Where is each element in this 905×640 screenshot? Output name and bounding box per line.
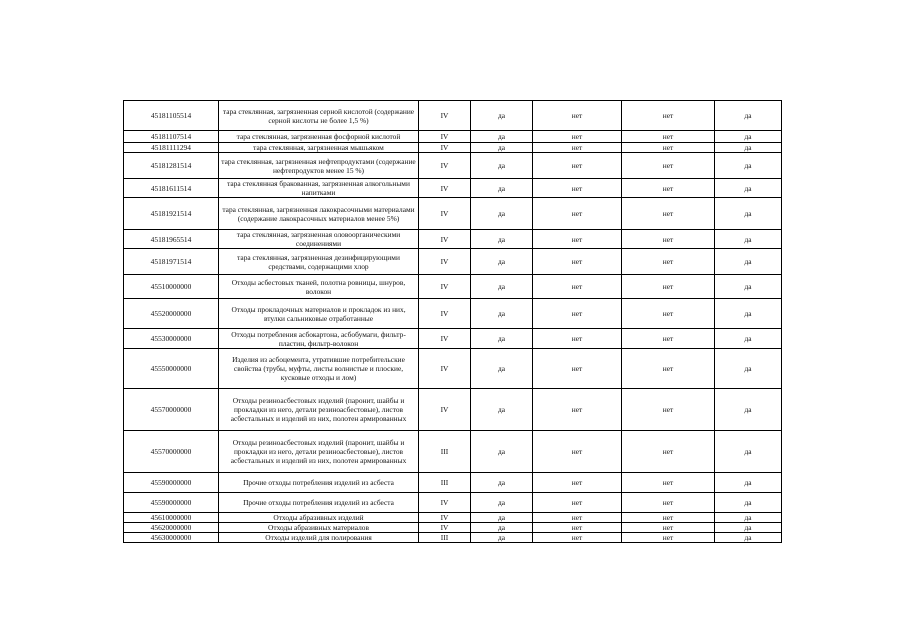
waste-name-cell: Прочие отходы потребления изделий из асбеста [219,493,419,513]
waste-code-cell: 45510000000 [124,275,219,299]
yes-no-cell-4: да [715,198,782,230]
yes-no-cell-3: нет [622,389,715,431]
yes-no-cell-4: да [715,523,782,533]
yes-no-cell-1: да [471,275,533,299]
yes-no-cell-1: да [471,153,533,179]
waste-code-cell: 45181111294 [124,143,219,153]
waste-code-cell: 45520000000 [124,299,219,329]
yes-no-cell-4: да [715,329,782,349]
yes-no-cell-4: да [715,230,782,249]
yes-no-cell-4: да [715,431,782,473]
yes-no-cell-3: нет [622,493,715,513]
yes-no-cell-4: да [715,513,782,523]
yes-no-cell-3: нет [622,198,715,230]
yes-no-cell-2: нет [533,179,622,198]
yes-no-cell-2: нет [533,493,622,513]
yes-no-cell-1: да [471,230,533,249]
yes-no-cell-4: да [715,153,782,179]
waste-code-cell: 45530000000 [124,329,219,349]
yes-no-cell-4: да [715,493,782,513]
yes-no-cell-3: нет [622,533,715,543]
hazard-class-cell: IV [419,275,471,299]
yes-no-cell-3: нет [622,349,715,389]
yes-no-cell-1: да [471,131,533,143]
yes-no-cell-4: да [715,101,782,131]
waste-name-cell: Отходы резиноасбестовых изделий (паронит, шайбы и прокладки из него, детали резиноасбестовые), листов асбестальных и изделий из них, полотен армированных [219,431,419,473]
waste-code-cell: 45590000000 [124,493,219,513]
yes-no-cell-1: да [471,101,533,131]
yes-no-cell-2: нет [533,198,622,230]
waste-code-cell: 45181281514 [124,153,219,179]
yes-no-cell-1: да [471,513,533,523]
hazard-class-cell: III [419,473,471,493]
yes-no-cell-2: нет [533,533,622,543]
waste-code-cell: 45590000000 [124,473,219,493]
table-row [124,179,782,198]
yes-no-cell-1: да [471,249,533,275]
hazard-class-cell: IV [419,349,471,389]
yes-no-cell-3: нет [622,329,715,349]
yes-no-cell-3: нет [622,299,715,329]
table-row [124,513,782,523]
table-row [124,523,782,533]
waste-name-cell: Отходы прокладочных материалов и прокладок из них, втулки сальниковые отработанные [219,299,419,329]
table-row [124,198,782,230]
hazard-class-cell: IV [419,143,471,153]
yes-no-cell-4: да [715,389,782,431]
waste-name-cell: тара стеклянная, загрязненная серной кислотой (содержание серной кислоты не более 1,5 %) [219,101,419,131]
waste-name-cell: тара стеклянная, загрязненная оловоорганическими соединениями [219,230,419,249]
yes-no-cell-4: да [715,179,782,198]
yes-no-cell-3: нет [622,523,715,533]
table-body [124,101,782,543]
hazard-class-cell: III [419,431,471,473]
table-row [124,230,782,249]
waste-name-cell: тара стеклянная, загрязненная лакокрасочными материалами (содержание лакокрасочных материалов менее 5%) [219,198,419,230]
waste-classification-table [123,100,782,543]
yes-no-cell-3: нет [622,275,715,299]
waste-name-cell: Отходы потребления асбокартона, асбобумаги, фильтр-пластин, фильтр-волокон [219,329,419,349]
hazard-class-cell: IV [419,230,471,249]
waste-name-cell: тара стеклянная, загрязненная фосфорной кислотой [219,131,419,143]
yes-no-cell-1: да [471,198,533,230]
yes-no-cell-1: да [471,179,533,198]
table-row [124,299,782,329]
hazard-class-cell: IV [419,153,471,179]
table-row [124,143,782,153]
waste-name-cell: Отходы изделий для полирования [219,533,419,543]
table-row [124,349,782,389]
yes-no-cell-2: нет [533,101,622,131]
yes-no-cell-4: да [715,249,782,275]
hazard-class-cell: IV [419,198,471,230]
yes-no-cell-1: да [471,389,533,431]
waste-name-cell: тара стеклянная, загрязненная нефтепродуктами (содержание нефтепродуктов менее 15 %) [219,153,419,179]
yes-no-cell-4: да [715,299,782,329]
waste-code-cell: 45620000000 [124,523,219,533]
yes-no-cell-2: нет [533,523,622,533]
hazard-class-cell: IV [419,513,471,523]
hazard-class-cell: IV [419,249,471,275]
yes-no-cell-4: да [715,533,782,543]
yes-no-cell-2: нет [533,143,622,153]
table-row [124,493,782,513]
yes-no-cell-1: да [471,493,533,513]
waste-code-cell: 45610000000 [124,513,219,523]
yes-no-cell-2: нет [533,473,622,493]
yes-no-cell-2: нет [533,329,622,349]
yes-no-cell-3: нет [622,513,715,523]
table-row [124,249,782,275]
yes-no-cell-3: нет [622,153,715,179]
yes-no-cell-2: нет [533,249,622,275]
yes-no-cell-3: нет [622,101,715,131]
waste-code-cell: 45181921514 [124,198,219,230]
yes-no-cell-1: да [471,143,533,153]
waste-name-cell: тара стеклянная, загрязненная мышьяком [219,143,419,153]
waste-code-cell: 45550000000 [124,349,219,389]
waste-name-cell: Отходы абразивных изделий [219,513,419,523]
table-row [124,153,782,179]
waste-name-cell: тара стеклянная, загрязненная дезинфицирующими средствами, содержащими хлор [219,249,419,275]
waste-name-cell: Отходы асбестовых тканей, полотна ровницы, шнуров, волокон [219,275,419,299]
waste-name-cell: Отходы резиноасбестовых изделий (паронит, шайбы и прокладки из него, детали резиноасбестовые), листов асбестальных и изделий из них, полотен армированных [219,389,419,431]
yes-no-cell-1: да [471,349,533,389]
yes-no-cell-4: да [715,143,782,153]
hazard-class-cell: IV [419,493,471,513]
hazard-class-cell: IV [419,389,471,431]
yes-no-cell-3: нет [622,131,715,143]
yes-no-cell-2: нет [533,349,622,389]
waste-name-cell: Прочие отходы потребления изделий из асбеста [219,473,419,493]
table-row [124,131,782,143]
yes-no-cell-4: да [715,275,782,299]
hazard-class-cell: IV [419,299,471,329]
yes-no-cell-4: да [715,473,782,493]
waste-code-cell: 45570000000 [124,431,219,473]
yes-no-cell-2: нет [533,275,622,299]
hazard-class-cell: IV [419,523,471,533]
table-row [124,275,782,299]
yes-no-cell-2: нет [533,513,622,523]
waste-name-cell: Отходы абразивных материалов [219,523,419,533]
table-row [124,431,782,473]
yes-no-cell-3: нет [622,143,715,153]
waste-name-cell: тара стеклянная бракованная, загрязненная алкогольными напитками [219,179,419,198]
yes-no-cell-4: да [715,349,782,389]
hazard-class-cell: IV [419,101,471,131]
yes-no-cell-1: да [471,523,533,533]
waste-code-cell: 45181105514 [124,101,219,131]
table-row [124,101,782,131]
yes-no-cell-3: нет [622,473,715,493]
waste-code-cell: 45181107514 [124,131,219,143]
yes-no-cell-2: нет [533,230,622,249]
yes-no-cell-2: нет [533,299,622,329]
yes-no-cell-4: да [715,131,782,143]
yes-no-cell-2: нет [533,131,622,143]
yes-no-cell-2: нет [533,431,622,473]
table-row [124,473,782,493]
waste-code-cell: 45181611514 [124,179,219,198]
yes-no-cell-1: да [471,329,533,349]
waste-name-cell: Изделия из асбоцемента, утратившие потребительские свойства (трубы, муфты, листы волнистые и плоские, кусковые отходы и лом) [219,349,419,389]
waste-code-cell: 45570000000 [124,389,219,431]
hazard-class-cell: IV [419,179,471,198]
waste-code-cell: 45630000000 [124,533,219,543]
table-row [124,533,782,543]
yes-no-cell-1: да [471,473,533,493]
yes-no-cell-2: нет [533,389,622,431]
yes-no-cell-1: да [471,299,533,329]
yes-no-cell-3: нет [622,249,715,275]
table-row [124,389,782,431]
yes-no-cell-1: да [471,533,533,543]
hazard-class-cell: IV [419,329,471,349]
yes-no-cell-3: нет [622,179,715,198]
yes-no-cell-3: нет [622,431,715,473]
yes-no-cell-1: да [471,431,533,473]
hazard-class-cell: IV [419,131,471,143]
waste-code-cell: 45181971514 [124,249,219,275]
waste-code-cell: 45181965514 [124,230,219,249]
yes-no-cell-3: нет [622,230,715,249]
hazard-class-cell: III [419,533,471,543]
table-row [124,329,782,349]
yes-no-cell-2: нет [533,153,622,179]
